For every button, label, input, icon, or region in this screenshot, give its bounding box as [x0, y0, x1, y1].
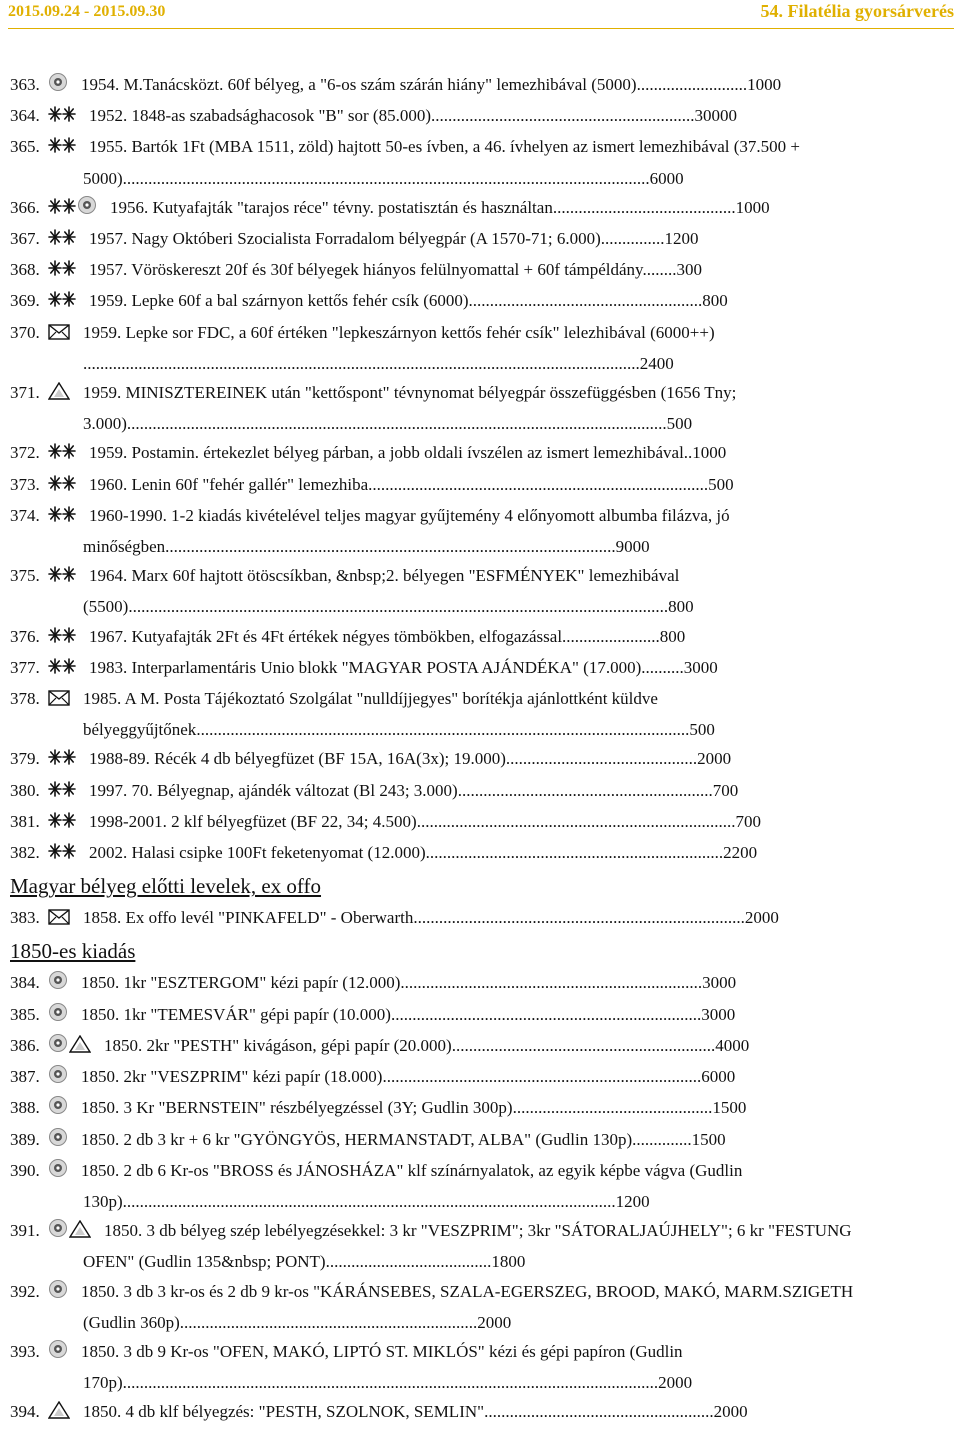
lot-description: 1850. 2 db 6 Kr-os "BROSS és JÁNOSHÁZA" klf színárnyalatok, az egyik képbe vágva (Gudlin 130p) [81, 1160, 743, 1211]
condition-icons [48, 320, 71, 349]
dot-leader: ............................................................................................................................... [128, 597, 669, 617]
dot-leader: ................................................................................ [368, 474, 709, 494]
lot-description: 1850. 4 db klf bélyegzés: "PESTH, SZOLNOK, SEMLIN" [83, 1402, 485, 1422]
lot-number: 376. [10, 626, 40, 646]
lot-description: 1964. Marx 60f hajtott ötöscsíkban, &nbsp;2. bélyegen "ESFMÉNYEK" lemezhibával (5500) [83, 566, 680, 617]
hinged-stamp-icon [69, 1033, 91, 1062]
lot-number: 392. [10, 1281, 40, 1301]
dot-leader: .......................................................................................................................... [139, 1373, 659, 1393]
starting-price: 2000 [744, 908, 779, 928]
dot-leader: ........................................... [552, 197, 736, 217]
lot-item [10, 622, 872, 653]
condition-icons [48, 624, 77, 653]
condition-icons [48, 195, 98, 224]
lot-description: 1985. A M. Posta Tájékoztató Szolgálat "nulldíjjegyes" borítékja ajánlottként küldve bélyeggyűjtőnek [83, 689, 658, 740]
starting-price: 2000 [697, 749, 732, 769]
lot-item [10, 1277, 872, 1337]
condition-icons [48, 1064, 69, 1093]
lot-description: 1850. 2 db 3 kr + 6 kr "GYÖNGYÖS, HERMANSTADT, ALBA" (Gudlin 130p) [81, 1129, 633, 1149]
lot-number: 363. [10, 75, 40, 94]
starting-price: 1000 [692, 443, 727, 463]
starting-price: 500 [666, 414, 693, 434]
lot-item [10, 776, 872, 807]
condition-icons [48, 380, 71, 409]
lot-description: 1850. 1kr "ESZTERGOM" kézi papír (12.000) [81, 973, 401, 993]
mint-stamp-icon [48, 257, 76, 286]
mint-stamp-icon [48, 288, 76, 317]
starting-price: 700 [735, 811, 761, 831]
stamp-used-icon [77, 195, 97, 224]
dot-leader: .............................................................. [431, 106, 695, 126]
lot-number: 364. [10, 106, 40, 126]
lot-item [10, 224, 872, 255]
condition-icons [48, 746, 77, 775]
starting-price: 6000 [649, 168, 684, 188]
page-header [0, 0, 960, 30]
starting-price: 1200 [664, 229, 699, 249]
starting-price: 6000 [701, 1067, 736, 1087]
starting-price: 500 [708, 474, 734, 494]
lot-number: 390. [10, 1160, 40, 1180]
lot-item [10, 1000, 872, 1031]
lot-item [10, 653, 872, 684]
lot-item [10, 684, 872, 744]
lot-item [10, 1216, 872, 1276]
stamp-used-icon [48, 1279, 68, 1308]
lot-item [10, 744, 872, 775]
lot-item [10, 438, 872, 469]
lot-number: 393. [10, 1341, 40, 1361]
lot-description: 2002. Halasi csipke 100Ft feketenyomat (12.000) [89, 843, 426, 863]
lot-description: 1956. Kutyafajták "tarajos réce" tévny. postatisztán és használtan [110, 197, 553, 217]
lot-item [10, 378, 872, 438]
dot-leader: .............. [632, 1129, 692, 1149]
lot-description: 1850. 1kr "TEMESVÁR" gépi papír (10.000) [81, 1004, 391, 1024]
dot-leader: ...................................................... [484, 1402, 714, 1422]
dot-leader: ....................................................... [468, 291, 703, 311]
condition-icons [48, 134, 77, 163]
lot-item [10, 193, 872, 224]
mint-stamp-icon [48, 472, 76, 501]
starting-price: 1500 [712, 1098, 747, 1118]
dot-leader: ............................................................................................................................... [126, 414, 667, 434]
lot-number: 389. [10, 1129, 40, 1149]
stamp-used-icon [48, 1218, 68, 1247]
condition-icons [48, 1002, 69, 1031]
dot-leader: ........ [642, 260, 677, 280]
starting-price: 3000 [683, 657, 718, 677]
lot-number: 384. [10, 973, 40, 993]
lot-number: 368. [10, 260, 40, 280]
stamp-used-icon [48, 1064, 68, 1093]
dot-leader: .................................................................................................................... [196, 720, 690, 740]
lot-number: 380. [10, 780, 40, 800]
starting-price: 1500 [691, 1129, 726, 1149]
lot-number: 366. [10, 197, 40, 217]
lot-item [10, 903, 872, 934]
condition-icons [48, 1339, 69, 1368]
stamp-used-icon [48, 1033, 68, 1062]
lot-number: 365. [10, 137, 40, 157]
lot-description: 1850. 2kr "VESZPRIM" kézi papír (18.000) [81, 1067, 383, 1087]
lot-item [10, 501, 872, 561]
lot-description: 1850. 3 db bélyeg szép lebélyegzésekkel: 3 kr "VESZPRIM"; 3kr "SÁTORALJAÚJHELY"; 6 kr "FESTUNG OFEN" (Gudlin 135&nbsp; PONT) [83, 1221, 852, 1272]
dot-leader: .............................................................................. [413, 908, 745, 928]
starting-price: 1000 [735, 197, 770, 217]
starting-price: 500 [689, 720, 715, 740]
mint-stamp-icon [48, 134, 76, 163]
dot-leader: ............................................................................................................................ [122, 168, 650, 188]
condition-icons [48, 563, 77, 592]
mint-stamp-icon [48, 778, 76, 807]
dot-leader: ....................................... [325, 1252, 492, 1272]
condition-icons [48, 1127, 69, 1156]
hinged-stamp-icon [48, 380, 70, 409]
lot-number: 388. [10, 1098, 40, 1118]
lot-number: 375. [10, 566, 40, 586]
starting-price: 4000 [715, 1035, 750, 1055]
lot-description: 1850. 3 Kr "BERNSTEIN" részbélyegzéssel (3Y; Gudlin 300p) [81, 1098, 513, 1118]
starting-price: 700 [712, 780, 739, 800]
lot-item [10, 1031, 872, 1062]
lot-description: 1967. Kutyafajták 2Ft és 4Ft értékek négyes tömbökben, elfogazással [89, 626, 563, 646]
mint-stamp-icon [48, 226, 76, 255]
lot-number: 369. [10, 291, 40, 311]
condition-icons [48, 970, 69, 999]
condition-icons [48, 288, 77, 317]
condition-icons [48, 72, 69, 101]
lot-description: 1858. Ex offo levél "PINKAFELD" - Oberwarth [83, 908, 414, 928]
condition-icons [48, 655, 77, 684]
stamp-used-icon [48, 72, 68, 101]
dot-leader: ............................................................................................................................. [108, 353, 640, 373]
dot-leader: ........................................................................... [416, 811, 736, 831]
lot-item [10, 70, 872, 101]
condition-icons [48, 1158, 69, 1187]
mint-stamp-icon [48, 624, 76, 653]
mint-stamp-icon [48, 103, 76, 132]
mint-stamp-icon [48, 746, 76, 775]
lot-number: 391. [10, 1221, 40, 1241]
starting-price: 3000 [701, 1004, 736, 1024]
lot-number: 378. [10, 689, 40, 709]
starting-price: 800 [659, 626, 686, 646]
lot-item [10, 286, 872, 317]
lot-number: 374. [10, 505, 40, 525]
lot-description: 1959. Lepke 60f a bal szárnyon kettős fehér csík (6000) [89, 291, 469, 311]
lot-number: 373. [10, 474, 40, 494]
mint-stamp-icon [48, 809, 76, 838]
dot-leader: ...................................................................... [179, 1312, 478, 1332]
lot-item [10, 255, 872, 286]
lot-description: 1850. 3 db 9 Kr-os "OFEN, MAKÓ, LIPTÓ ST. MIKLÓS" kézi és gépi papíron (Gudlin 170p).... [81, 1341, 683, 1393]
lot-description: 1959. MINISZTEREINEK után "kettőspont" tévnynomat bélyegpár összefüggésben (1656 Tny; 3.000) [83, 383, 737, 434]
lot-list [10, 70, 872, 1429]
lot-description: 1955. Bartók 1Ft (MBA 1511, zöld) hajtott 50-es ívben, a 46. ívhelyen az ismert lemezhibával (37.500 + 5000) [83, 137, 801, 188]
lot-item [10, 1093, 872, 1124]
envelope-icon [48, 686, 70, 715]
starting-price: 800 [702, 291, 728, 311]
lot-number: 370. [10, 322, 40, 342]
lot-description: 1957. Vöröskereszt 20f és 30f bélyegek hiányos felülnyomattal + 60f támpéldány [89, 260, 643, 280]
stamp-used-icon [48, 1339, 68, 1368]
lot-item [10, 318, 872, 378]
dot-leader: ............................................................ [457, 780, 713, 800]
dot-leader: .......................................................................................................... [165, 537, 616, 557]
dot-leader: ............................................... [512, 1098, 713, 1118]
mint-stamp-icon [48, 563, 76, 592]
starting-price: 2400 [639, 353, 674, 373]
dot-leader: ....................................................................... [400, 973, 703, 993]
lot-number: 372. [10, 443, 40, 463]
starting-price: 2200 [723, 843, 758, 863]
lot-item [10, 1062, 872, 1093]
condition-icons [48, 440, 77, 469]
starting-price: 30000 [694, 106, 738, 126]
mint-stamp-icon [48, 503, 76, 532]
lot-number: 383. [10, 908, 40, 928]
condition-icons [48, 1033, 92, 1062]
lot-number: 371. [10, 383, 40, 403]
dot-leader: .......... [641, 657, 684, 677]
lot-item [10, 838, 872, 869]
date-range: 2015.09.24 - 2015.09.30 [8, 3, 166, 20]
section-heading: Magyar bélyeg előtti levelek, ex offo [10, 874, 322, 899]
lot-number: 377. [10, 657, 40, 677]
lot-number: 385. [10, 1004, 40, 1024]
condition-icons [48, 778, 77, 807]
dot-leader: ............................................. [505, 749, 698, 769]
lot-description: 1957. Nagy Októberi Szocialista Forradalom bélyegpár (A 1570-71; 6.000) [89, 229, 601, 249]
stamp-used-icon [48, 1127, 68, 1156]
starting-price: 3000 [702, 973, 737, 993]
lot-item [10, 1156, 872, 1216]
starting-price: 2000 [477, 1312, 512, 1332]
lot-description: 1960-1990. 1-2 kiadás kivételével teljes magyar gyűjtemény 4 előnyomott albumba filázva, jó minőségben [83, 505, 730, 557]
envelope-icon [48, 320, 70, 349]
lot-item [10, 470, 872, 501]
dot-leader: ....................... [562, 626, 660, 646]
condition-icons [48, 226, 77, 255]
starting-price: 1800 [491, 1252, 526, 1272]
condition-icons [48, 257, 77, 286]
catalog-title: 54. Filatélia gyorsárverés [760, 1, 954, 21]
dot-leader: .................................................................................................................... [122, 1191, 616, 1211]
lot-number: 394. [10, 1402, 40, 1422]
condition-icons [48, 905, 71, 934]
stamp-used-icon [48, 970, 68, 999]
lot-description: 1850. 3 db 3 kr-os és 2 db 9 kr-os "KÁRÁNSEBES, SZALA-EGERSZEG, BROOD, MAKÓ, MARM.SZIGETH (Gudlin 360p) [81, 1281, 854, 1332]
lot-description: 1983. Interparlamentáris Unio blokk "MAGYAR POSTA AJÁNDÉKA" (17.000) [89, 657, 642, 677]
section-heading: 1850-es kiadás [10, 939, 136, 964]
lot-number: 386. [10, 1035, 40, 1055]
condition-icons [48, 103, 77, 132]
condition-icons [48, 840, 77, 869]
hinged-stamp-icon [48, 1399, 70, 1428]
mint-stamp-icon [48, 440, 76, 469]
condition-icons [48, 1218, 92, 1247]
lot-item [10, 132, 872, 192]
dot-leader: ........................................................................... [382, 1067, 702, 1087]
condition-icons [48, 503, 77, 532]
header-divider [8, 28, 954, 29]
dot-leader: ......................................................................... [390, 1004, 702, 1024]
lot-number: 387. [10, 1067, 40, 1087]
condition-icons [48, 1279, 69, 1308]
dot-leader: ...................................................................... [425, 843, 724, 863]
starting-price: 300 [676, 260, 702, 280]
condition-icons [48, 686, 71, 715]
stamp-used-icon [48, 1158, 68, 1187]
hinged-stamp-icon [69, 1218, 91, 1247]
starting-price: 2000 [713, 1402, 748, 1422]
lot-item [10, 1337, 872, 1397]
lot-number: 379. [10, 749, 40, 769]
starting-price: 9000 [615, 537, 650, 557]
lot-item [10, 1397, 872, 1428]
stamp-used-icon [48, 1002, 68, 1031]
lot-number: 381. [10, 811, 40, 831]
lot-description: 1997. 70. Bélyegnap, ajándék változat (Bl 243; 3.000) [89, 780, 458, 800]
lot-number: 382. [10, 843, 40, 863]
lot-description: 1954. M.Tanácsközt. 60f bélyeg, a "6-os szám szárán hiány" lemezhibával (5000) [81, 75, 637, 94]
lot-number: 367. [10, 229, 40, 249]
lot-description: 1850. 2kr "PESTH" kivágáson, gépi papír (20.000) [104, 1035, 452, 1055]
dot-leader: ............... [600, 229, 665, 249]
lot-item [10, 101, 872, 132]
starting-price: 800 [668, 597, 694, 617]
starting-price: 2000 [658, 1373, 693, 1393]
condition-icons [48, 1399, 71, 1428]
condition-icons [48, 472, 77, 501]
dot-leader: .. [683, 443, 693, 463]
lot-item [10, 1125, 872, 1156]
lot-description: 1959. Lepke sor FDC, a 60f értéken "lepkeszárnyon kettős fehér csík" lelezhibával (6000++) ...... [83, 322, 715, 373]
mint-stamp-icon [48, 840, 76, 869]
mint-stamp-icon [48, 195, 76, 224]
lot-description: 1998-2001. 2 klf bélyegfüzet (BF 22, 34; 4.500) [89, 811, 417, 831]
dot-leader: .......................... [636, 75, 748, 94]
envelope-icon [48, 905, 70, 934]
lot-item [10, 807, 872, 838]
lot-description: 1960. Lenin 60f "fehér gallér" lemezhiba [89, 474, 369, 494]
lot-description: 1988-89. Récék 4 db bélyegfüzet (BF 15A, 16A(3x); 19.000) [89, 749, 506, 769]
lot-description: 1952. 1848-as szabadsághacosok "B" sor (85.000) [89, 106, 432, 126]
condition-icons [48, 1095, 69, 1124]
dot-leader: .............................................................. [451, 1035, 716, 1055]
starting-price: 1200 [615, 1191, 650, 1211]
lot-item [10, 561, 872, 621]
stamp-used-icon [48, 1095, 68, 1124]
mint-stamp-icon [48, 655, 76, 684]
lot-item [10, 968, 872, 999]
condition-icons [48, 809, 77, 838]
starting-price: 1000 [747, 75, 782, 94]
lot-description: 1959. Postamin. értekezlet bélyeg párban, a jobb oldali ívszélen az ismert lemezhibával [89, 443, 684, 463]
